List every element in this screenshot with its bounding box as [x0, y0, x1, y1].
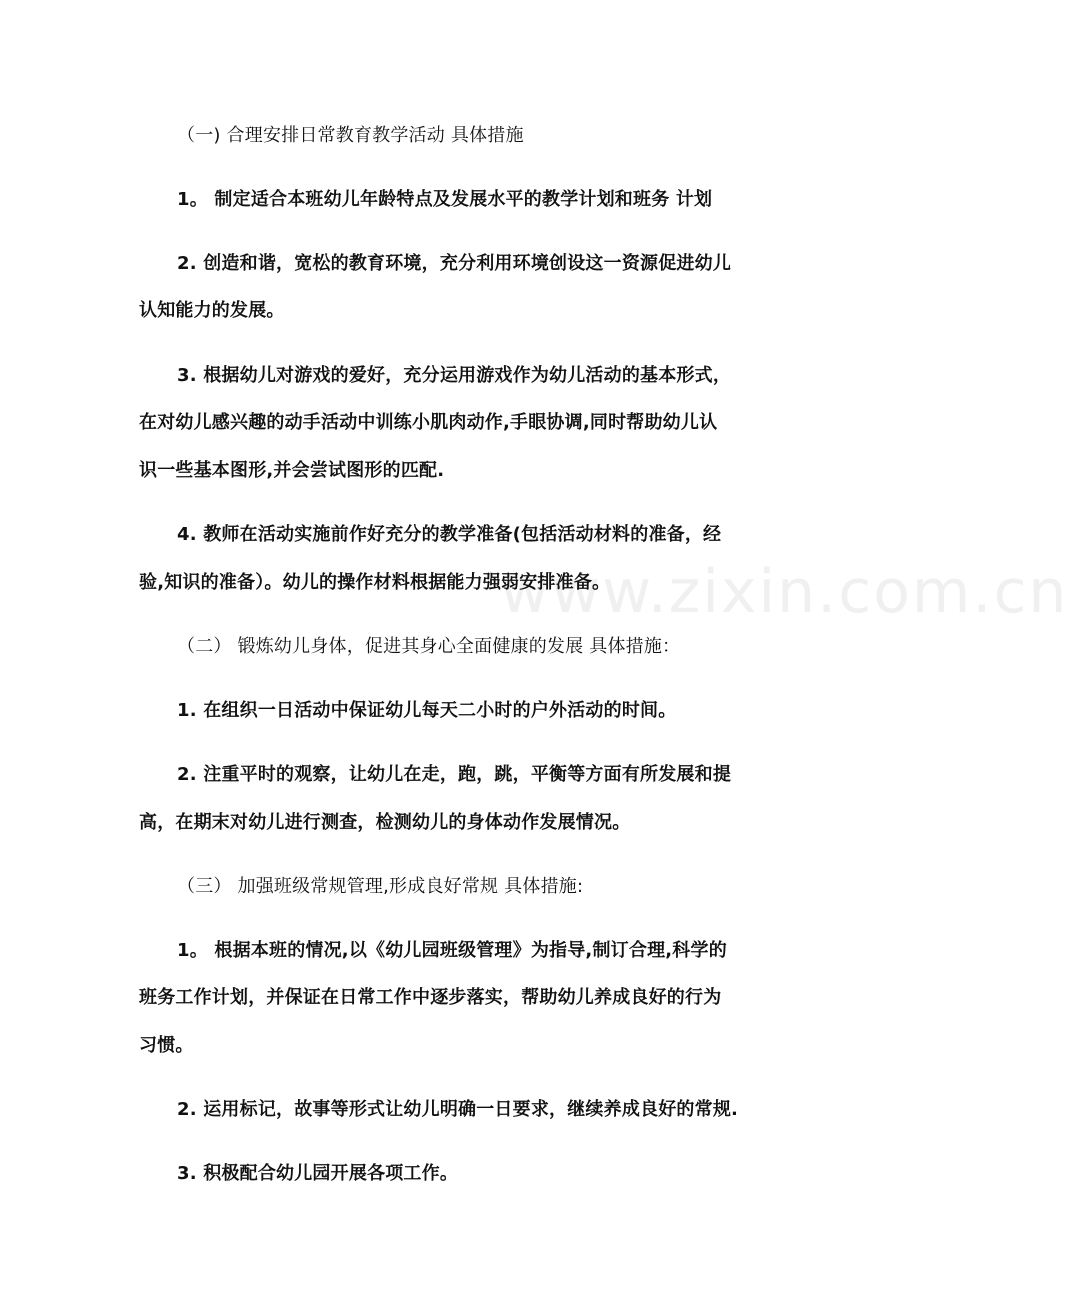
paragraph-line: 2. 运用标记，故事等形式让幼儿明确一日要求，继续养成良好的常规. [177, 1099, 739, 1120]
paragraph-line: 验,知识的准备）。幼儿的操作材料根据能力强弱安排准备。 [139, 572, 611, 593]
paragraph-line: 3. 根据幼儿对游戏的爱好，充分运用游戏作为幼儿活动的基本形式， [177, 365, 732, 386]
paragraph-line: 高，在期末对幼儿进行测查，检测幼儿的身体动作发展情况。 [139, 812, 631, 833]
section-heading-1: （一) 合理安排日常教育教学活动 具体措施 [177, 125, 524, 146]
paragraph-line: 1. 在组织一日活动中保证幼儿每天二小时的户外活动的时间。 [177, 700, 677, 721]
paragraph-line: 4. 教师在活动实施前作好充分的教学准备(包括活动材料的准备，经 [177, 524, 722, 545]
paragraph-line: 班务工作计划，并保证在日常工作中逐步落实，帮助幼儿养成良好的行为 [139, 987, 722, 1008]
paragraph-line: 2. 创造和谐，宽松的教育环境，充分利用环境创设这一资源促进幼儿 [177, 253, 732, 274]
paragraph-line: 在对幼儿感兴趣的动手活动中训练小肌肉动作,手眼协调,同时帮助幼儿认 [139, 412, 718, 433]
watermark: www.zixin.com.cn [500, 557, 1068, 627]
paragraph-line: 3. 积极配合幼儿园开展各项工作。 [177, 1163, 459, 1184]
paragraph-line: 习惯。 [139, 1035, 194, 1056]
paragraph-line: 识一些基本图形,并会尝试图形的匹配. [139, 460, 445, 481]
paragraph-line: 1。 制定适合本班幼儿年龄特点及发展水平的教学计划和班务 计划 [177, 189, 713, 210]
section-heading-3: （三） 加强班级常规管理,形成良好常规 具体措施: [177, 876, 584, 897]
section-heading-2: （二） 锻炼幼儿身体，促进其身心全面健康的发展 具体措施： [177, 636, 681, 657]
paragraph-line: 认知能力的发展。 [139, 300, 285, 321]
paragraph-line: 2. 注重平时的观察，让幼儿在走，跑，跳，平衡等方面有所发展和提 [177, 764, 732, 785]
paragraph-line: 1。 根据本班的情况,以《幼儿园班级管理》为指导,制订合理,科学的 [177, 940, 727, 961]
